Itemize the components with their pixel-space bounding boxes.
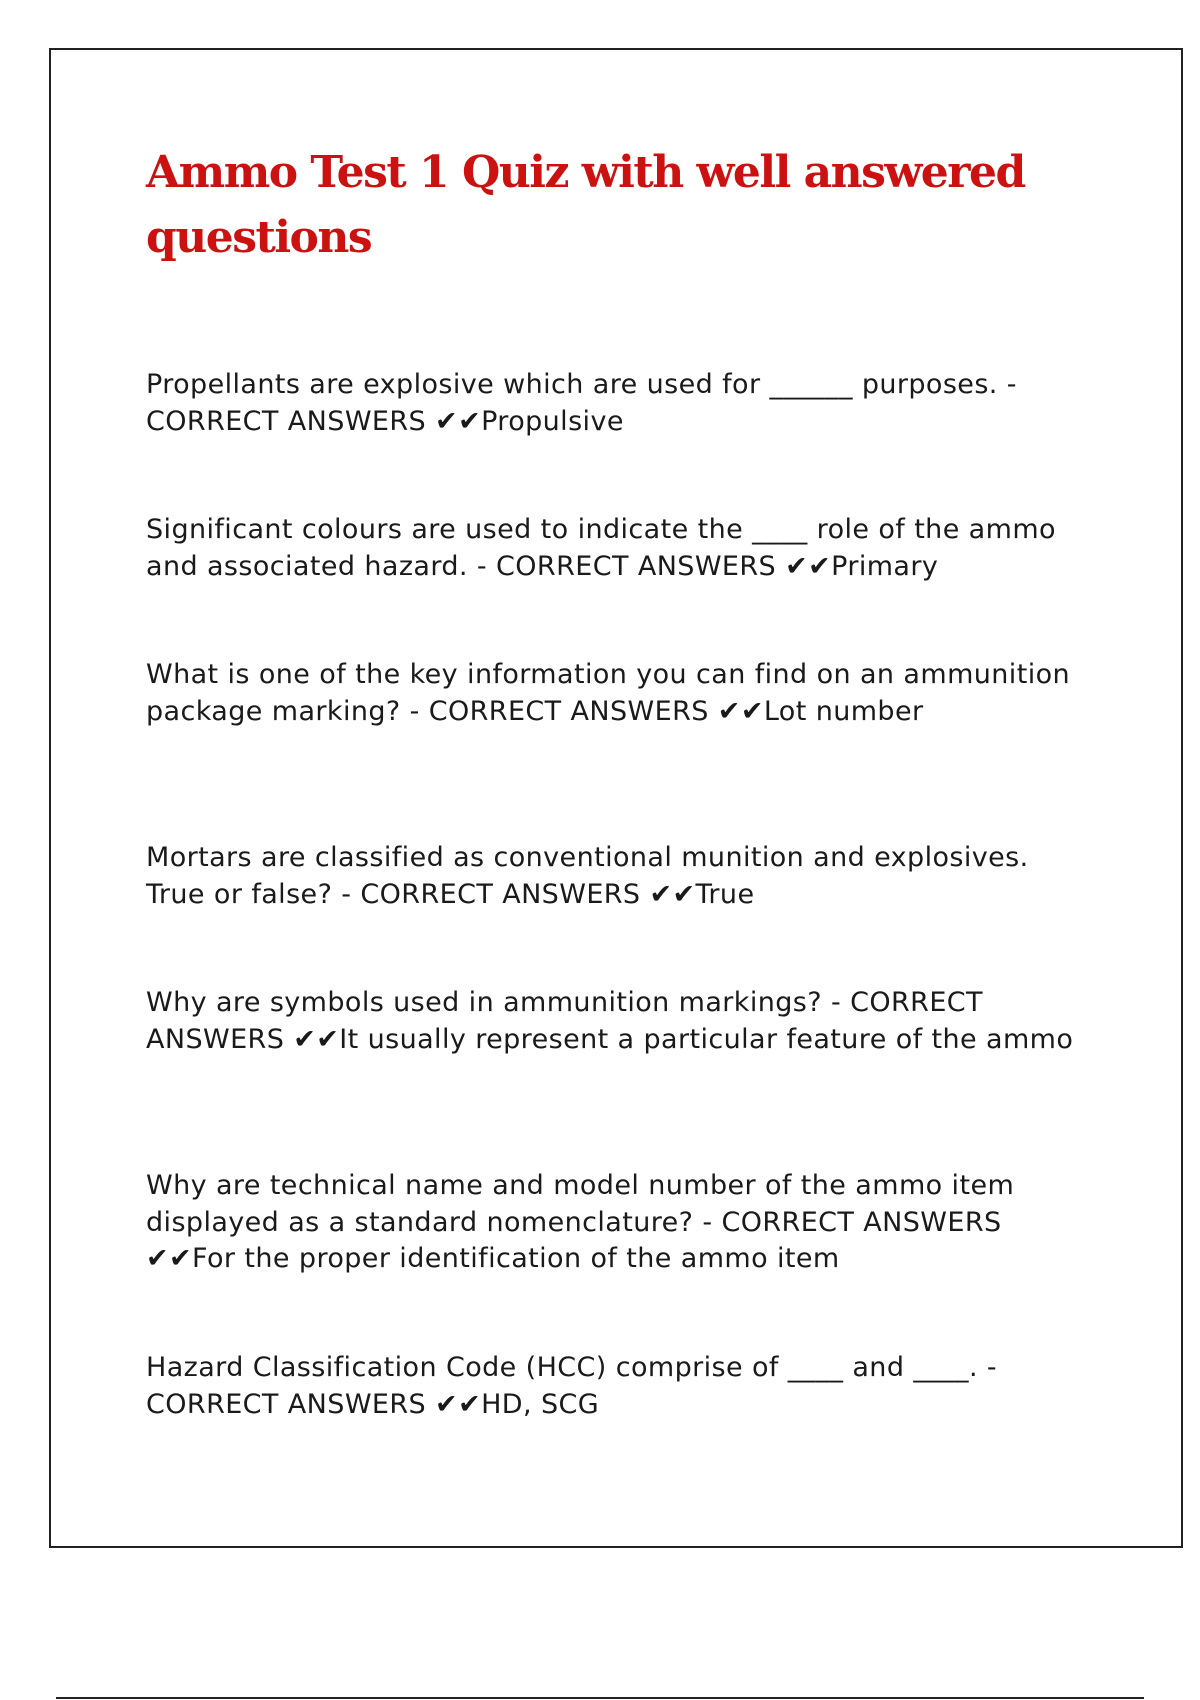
question-item: Why are symbols used in ammunition markings? - CORRECT ANSWERS ✔✔It usually represent a particular feature of the ammo	[146, 987, 1074, 1055]
question-item: Significant colours are used to indicate the ____ role of the ammo and associated hazard. - CORRECT ANSWERS ✔✔Primary	[146, 514, 1074, 582]
question-item: What is one of the key information you can find on an ammunition package marking? - CORRECT ANSWERS ✔✔Lot number	[146, 659, 1080, 727]
question-item: Mortars are classified as conventional munition and explosives. True or false? - CORRECT ANSWERS ✔✔True	[146, 842, 1038, 910]
question-item: Hazard Classification Code (HCC) comprise of ____ and ____. - CORRECT ANSWERS ✔✔HD, SCG	[146, 1352, 1007, 1420]
document-title: Ammo Test 1 Quiz with well answered questions	[146, 147, 1025, 263]
question-item: Propellants are explosive which are used for ______ purposes. - CORRECT ANSWERS ✔✔Propulsive	[146, 369, 1026, 437]
footer-rule	[56, 1697, 1144, 1699]
page-border	[49, 48, 1183, 1548]
question-item: Why are technical name and model number of the ammo item displayed as a standard nomenclature? - CORRECT ANSWERS ✔✔For the proper identification of the ammo item	[146, 1170, 1024, 1274]
